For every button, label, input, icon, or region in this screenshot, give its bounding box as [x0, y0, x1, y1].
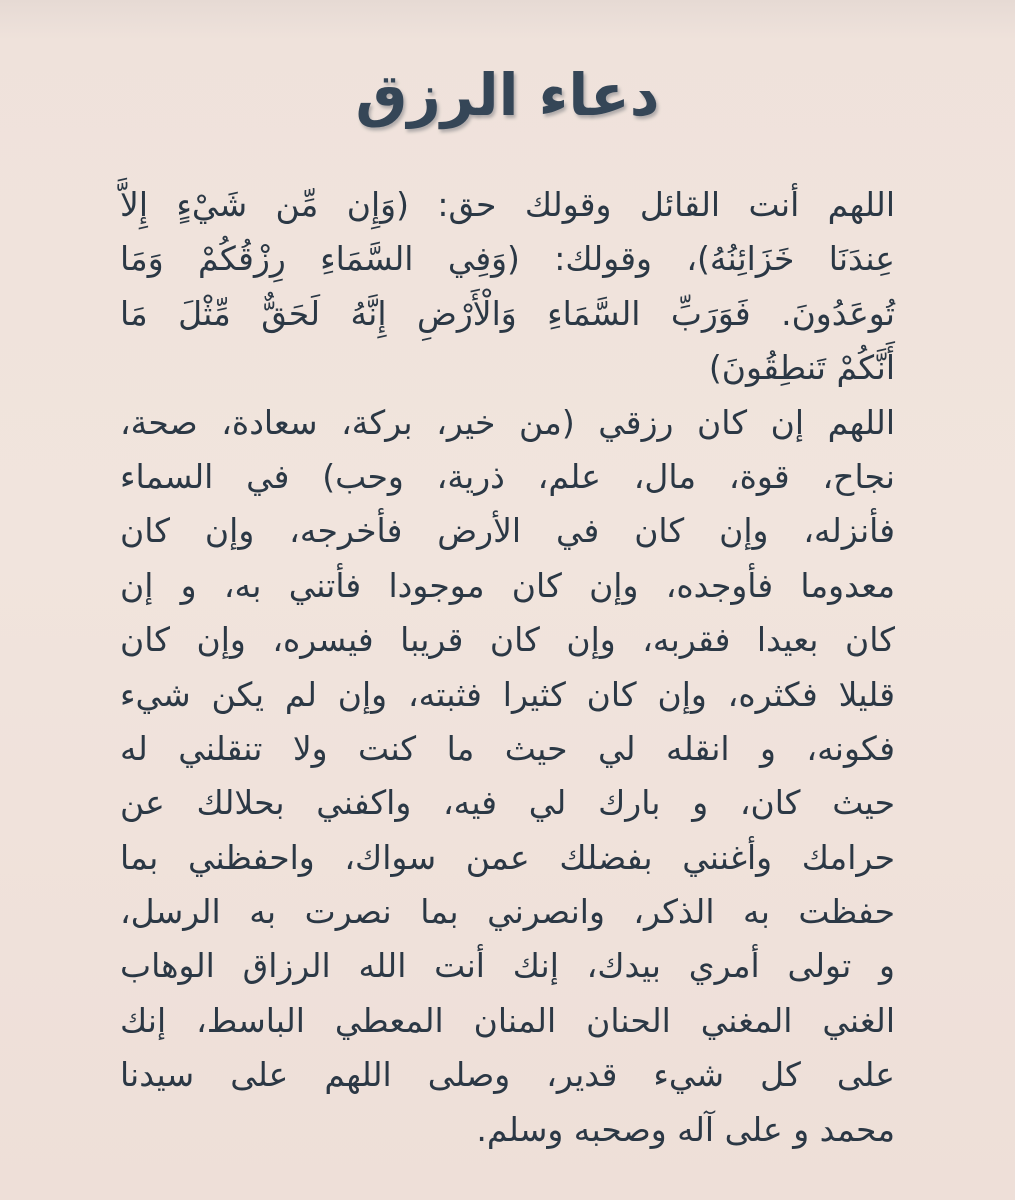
prayer-line: اللهم إن كان رزقي (من خير، بركة، سعادة، صحة،	[120, 402, 895, 442]
prayer-line: محمد و على آله وصحبه وسلم.	[476, 1109, 895, 1149]
top-strip	[0, 0, 1015, 40]
prayer-line: عِندَنَا خَزَائِنُهُ)، وقولك: (وَفِي السَّمَاءِ رِزْقُكُمْ وَمَا	[120, 239, 895, 279]
prayer-line: كان بعيدا فقربه، وإن كان قريبا فيسره، وإن كان	[120, 620, 895, 660]
prayer-line: اللهم أنت القائل وقولك حق: (وَإِن مِّن شَيْءٍ إِلاَّ	[120, 185, 895, 224]
prayer-line: و تولى أمري بيدك، إنك أنت الله الرزاق الوهاب	[120, 946, 895, 986]
prayer-line: قليلا فكثره، وإن كان كثيرا فثبته، وإن لم يكن شيء	[120, 674, 895, 714]
prayer-text	[120, 178, 895, 1157]
prayer-line: معدوما فأوجده، وإن كان موجودا فأتني به، و إن	[120, 565, 895, 605]
prayer-line: أَنَّكُمْ تَنطِقُونَ)	[708, 348, 895, 388]
prayer-line: فأنزله، وإن كان في الأرض فأخرجه، وإن كان	[120, 511, 895, 551]
prayer-line: الغني المغني الحنان المنان المعطي الباسط، إنك	[120, 1000, 895, 1040]
prayer-line: حفظت به الذكر، وانصرني بما نصرت به الرسل،	[120, 892, 895, 932]
prayer-line: نجاح، قوة، مال، علم، ذرية، وحب) في السماء	[120, 456, 895, 496]
prayer-line: فكونه، و انقله لي حيث ما كنت ولا تنقلني له	[120, 728, 895, 768]
prayer-line: على كل شيء قدير، وصلى اللهم على سيدنا	[120, 1055, 895, 1095]
page-title: دعاء الرزق	[355, 61, 660, 129]
prayer-line: حيث كان، و بارك لي فيه، واكفني بحلالك عن	[120, 783, 895, 823]
prayer-line: تُوعَدُونَ. فَوَرَبِّ السَّمَاءِ وَالْأَرْضِ إِنَّهُ لَحَقٌّ مِّثْلَ مَا	[120, 293, 895, 333]
prayer-line: حرامك وأغنني بفضلك عمن سواك، واحفظني بما	[120, 837, 895, 877]
